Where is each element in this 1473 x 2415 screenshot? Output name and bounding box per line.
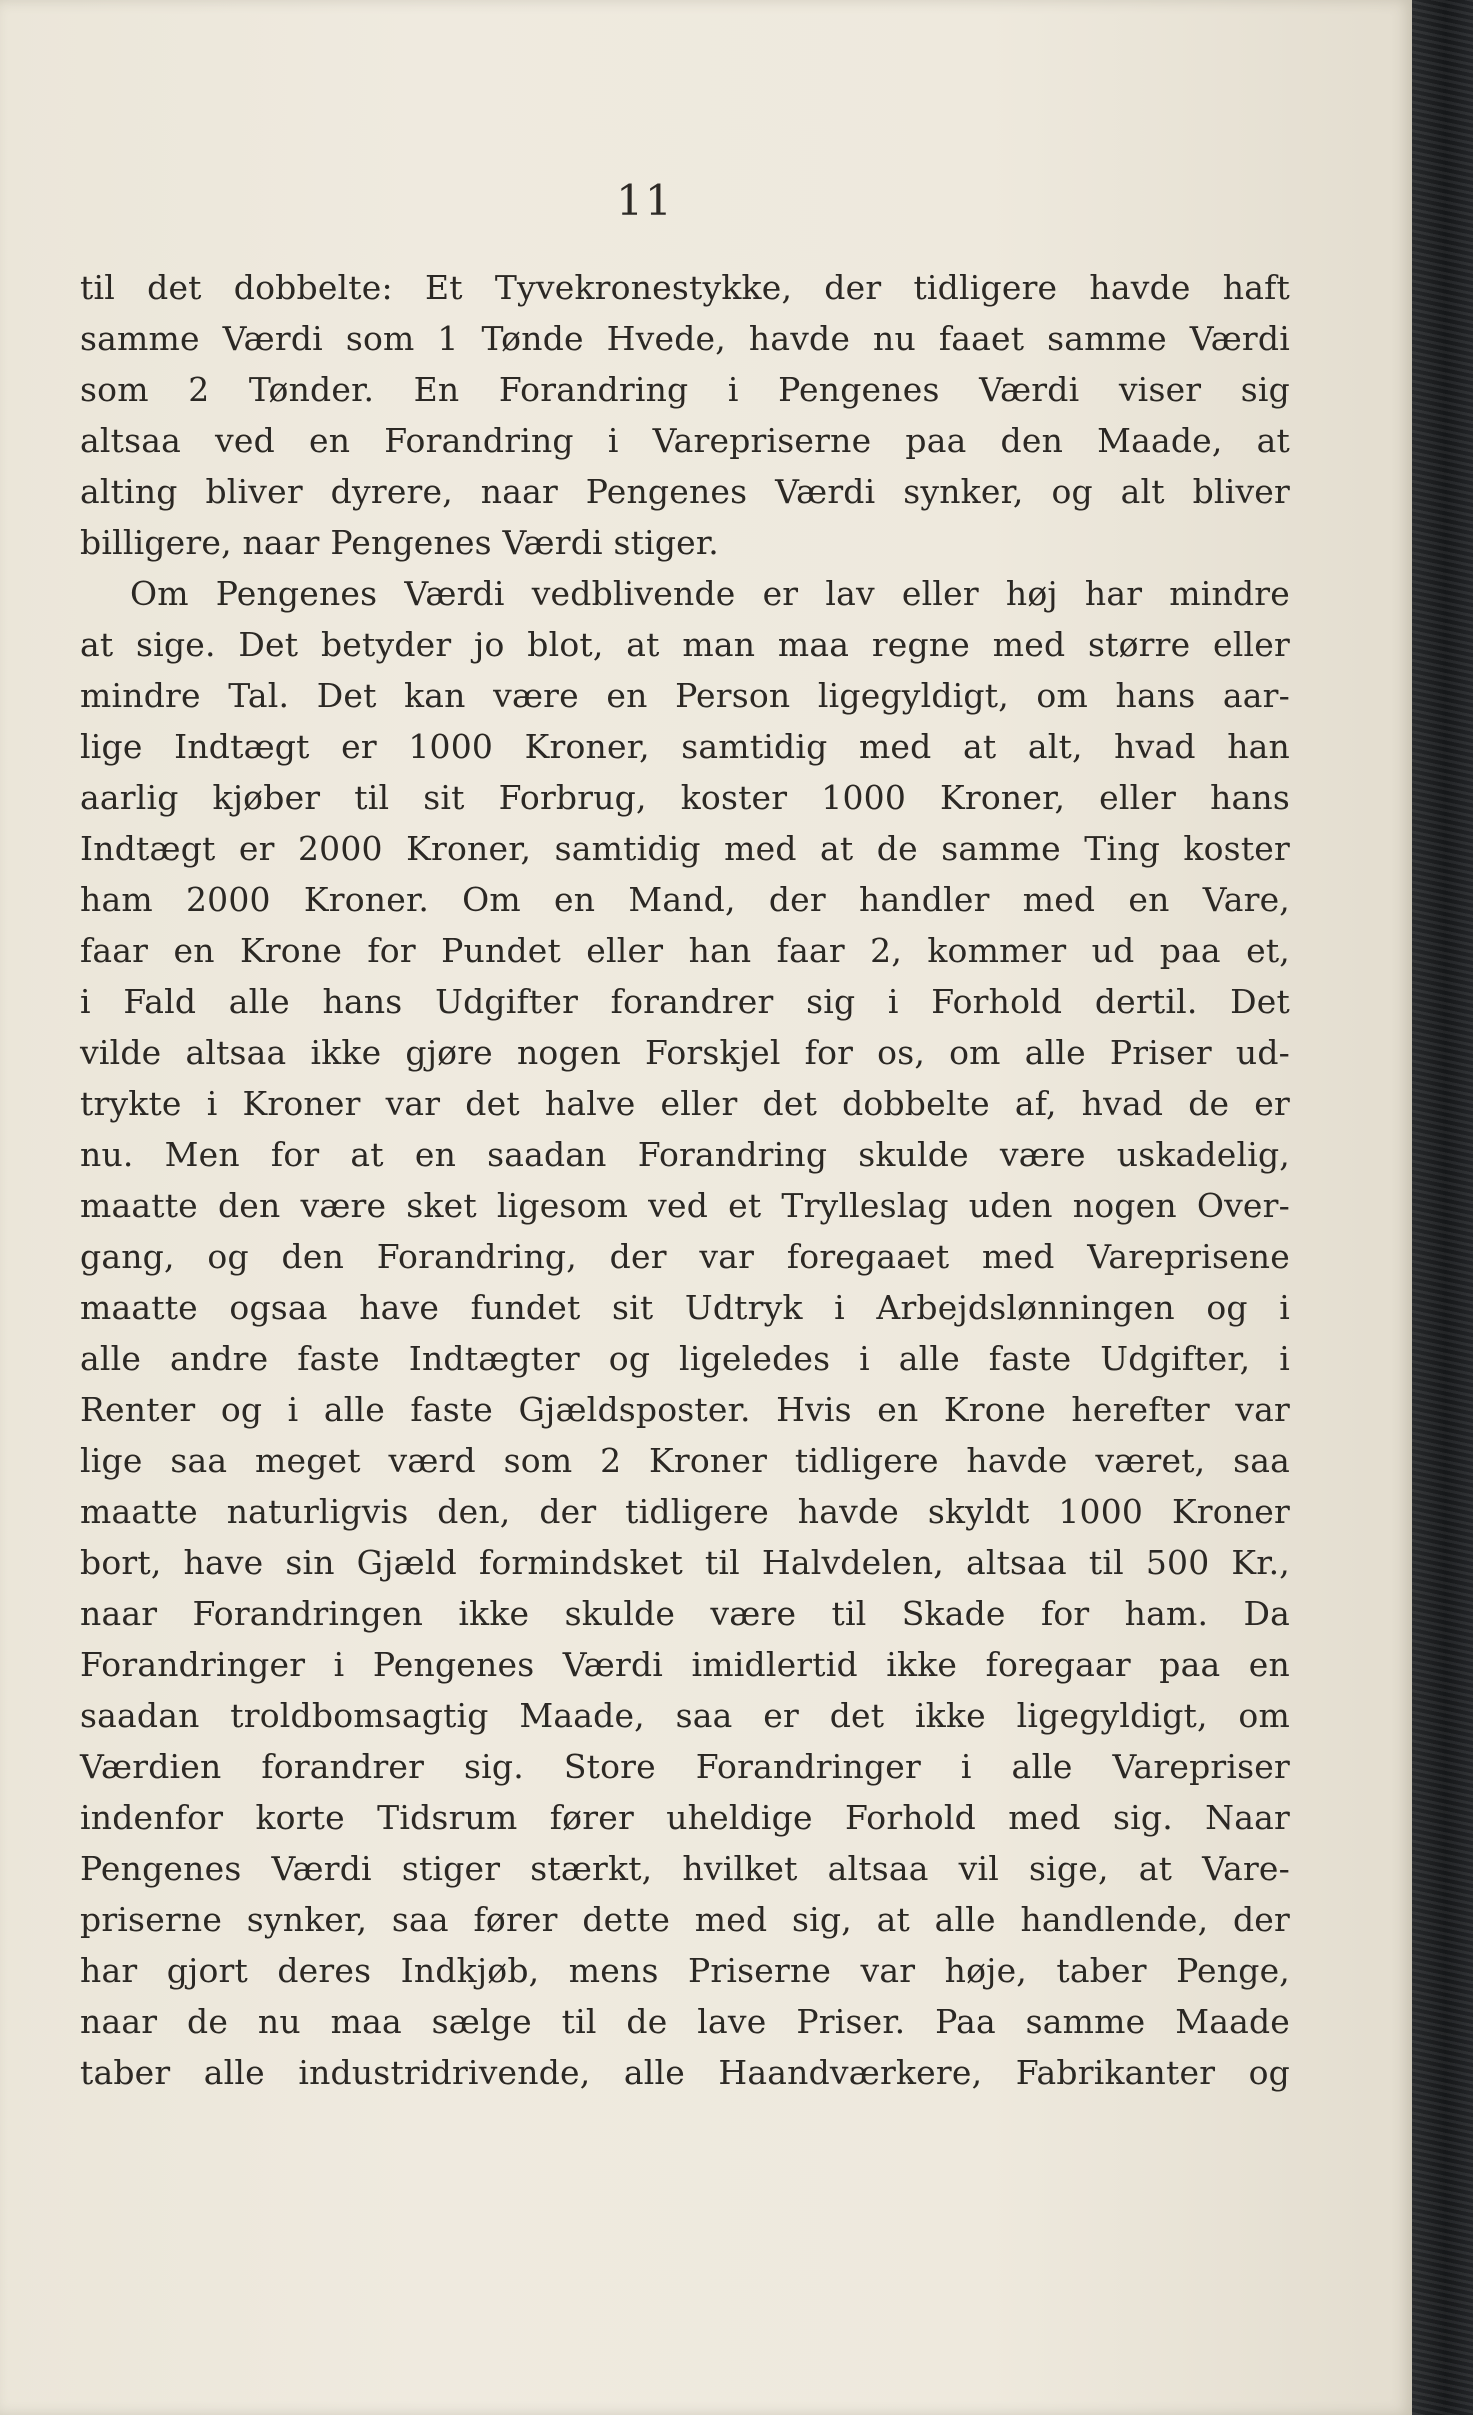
text-line: bort, have sin Gjæld formindsket til Halvdelen, altsaa til 500 Kr., xyxy=(80,1543,1290,1582)
text-line: maatte ogsaa have fundet sit Udtryk i Arbejdslønningen og i xyxy=(80,1288,1290,1327)
page-number: 11 xyxy=(616,176,674,225)
text-line: alting bliver dyrere, naar Pengenes Værdi synker, og alt bliver xyxy=(80,472,1290,511)
text-line: faar en Krone for Pundet eller han faar 2, kommer ud paa et, xyxy=(80,931,1290,970)
text-line: ham 2000 Kroner. Om en Mand, der handler med en Vare, xyxy=(80,880,1290,919)
text-line: at sige. Det betyder jo blot, at man maa regne med større eller xyxy=(80,625,1290,664)
text-line: aarlig kjøber til sit Forbrug, koster 1000 Kroner, eller hans xyxy=(80,778,1290,817)
text-line: mindre Tal. Det kan være en Person ligegyldigt, om hans aar- xyxy=(80,676,1290,715)
text-line: samme Værdi som 1 Tønde Hvede, havde nu faaet samme Værdi xyxy=(80,319,1290,358)
text-line: har gjort deres Indkjøb, mens Priserne var høje, taber Penge, xyxy=(80,1951,1290,1990)
text-line: gang, og den Forandring, der var foregaaet med Vareprisene xyxy=(80,1237,1290,1276)
text-line: maatte naturligvis den, der tidligere havde skyldt 1000 Kroner xyxy=(80,1492,1290,1531)
text-line: lige Indtægt er 1000 Kroner, samtidig med at alt, hvad han xyxy=(80,727,1290,766)
text-line: Om Pengenes Værdi vedblivende er lav eller høj har mindre xyxy=(130,574,1290,613)
text-line: Indtægt er 2000 Kroner, samtidig med at de samme Ting koster xyxy=(80,829,1290,868)
text-line: altsaa ved en Forandring i Varepriserne paa den Maade, at xyxy=(80,421,1290,460)
text-line: naar Forandringen ikke skulde være til Skade for ham. Da xyxy=(80,1594,1290,1633)
text-line: indenfor korte Tidsrum fører uheldige Forhold med sig. Naar xyxy=(80,1798,1290,1837)
text-line: priserne synker, saa fører dette med sig, at alle handlende, der xyxy=(80,1900,1290,1939)
text-line: billigere, naar Pengenes Værdi stiger. xyxy=(80,523,719,562)
text-line: saadan troldbomsagtig Maade, saa er det ikke ligegyldigt, om xyxy=(80,1696,1290,1735)
text-line: nu. Men for at en saadan Forandring skulde være uskadelig, xyxy=(80,1135,1290,1174)
text-line: til det dobbelte: Et Tyvekronestykke, der tidligere havde haft xyxy=(80,268,1290,307)
text-line: alle andre faste Indtægter og ligeledes i alle faste Udgifter, i xyxy=(80,1339,1290,1378)
text-line: taber alle industridrivende, alle Haandværkere, Fabrikanter og xyxy=(80,2053,1290,2092)
text-line: som 2 Tønder. En Forandring i Pengenes Værdi viser sig xyxy=(80,370,1290,409)
text-line: lige saa meget værd som 2 Kroner tidligere havde været, saa xyxy=(80,1441,1290,1480)
body-text xyxy=(80,262,1290,2098)
text-line: trykte i Kroner var det halve eller det dobbelte af, hvad de er xyxy=(80,1084,1290,1123)
text-line: i Fald alle hans Udgifter forandrer sig i Forhold dertil. Det xyxy=(80,982,1290,1021)
text-line: Forandringer i Pengenes Værdi imidlertid ikke foregaar paa en xyxy=(80,1645,1290,1684)
text-line: vilde altsaa ikke gjøre nogen Forskjel for os, om alle Priser ud- xyxy=(80,1033,1290,1072)
book-cover-edge xyxy=(1412,0,1473,2415)
text-line: naar de nu maa sælge til de lave Priser. Paa samme Maade xyxy=(80,2002,1290,2041)
text-line: Værdien forandrer sig. Store Forandringer i alle Varepriser xyxy=(80,1747,1290,1786)
text-line: maatte den være sket ligesom ved et Trylleslag uden nogen Over- xyxy=(80,1186,1290,1225)
text-line: Pengenes Værdi stiger stærkt, hvilket altsaa vil sige, at Vare- xyxy=(80,1849,1290,1888)
text-line: Renter og i alle faste Gjældsposter. Hvis en Krone herefter var xyxy=(80,1390,1290,1429)
